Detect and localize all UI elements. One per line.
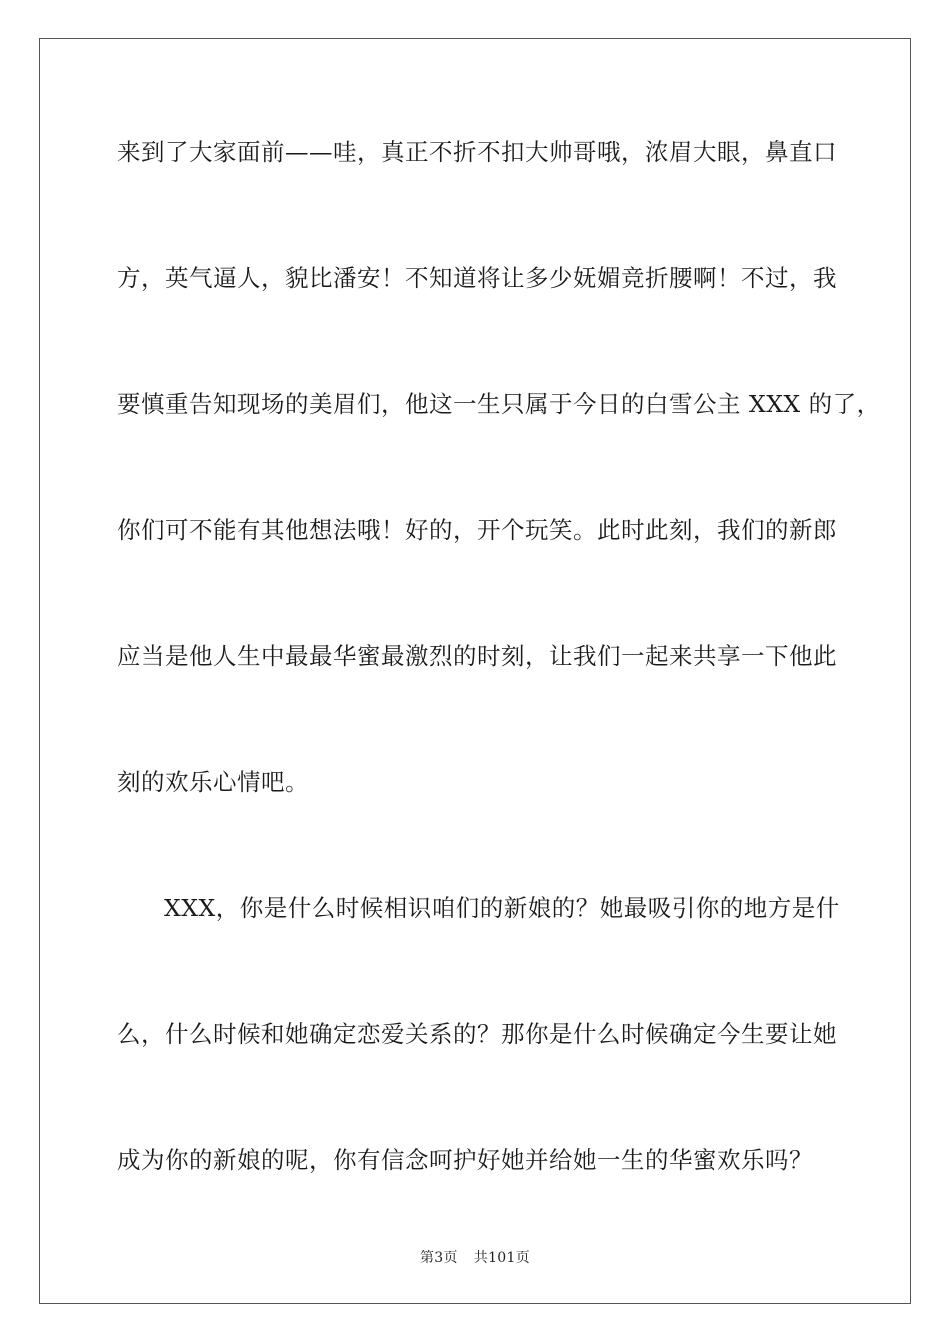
paragraph-line: 要慎重告知现场的美眉们，他这一生只属于今日的白雪公主 XXX 的了， <box>117 390 881 418</box>
document-body <box>117 128 881 1262</box>
paragraph-line: 应当是他人生中最最华蜜最激烈的时刻，让我们一起来共享一下他此 <box>117 642 837 670</box>
paragraph-line: 么，什么时候和她确定恋爱关系的？那你是什么时候确定今生要让她 <box>117 1020 837 1048</box>
page-number: 第3页 <box>419 1250 458 1266</box>
paragraph-line: 方，英气逼人，貌比潘安！不知道将让多少妩媚竞折腰啊！不过，我 <box>117 264 837 292</box>
page-footer <box>0 1247 950 1267</box>
paragraph-line: XXX，你是什么时候相识咱们的新娘的？她最吸引你的地方是什 <box>164 894 840 922</box>
paragraph-line: 你们可不能有其他想法哦！好的，开个玩笑。此时此刻，我们的新郎 <box>117 516 837 544</box>
page-total: 共101页 <box>473 1250 531 1266</box>
paragraph-line: 成为你的新娘的呢，你有信念呵护好她并给她一生的华蜜欢乐吗？ <box>117 1146 813 1174</box>
paragraph-line: 来到了大家面前——哇，真正不折不扣大帅哥哦，浓眉大眼，鼻直口 <box>117 138 837 166</box>
paragraph-line: 刻的欢乐心情吧。 <box>117 768 309 796</box>
